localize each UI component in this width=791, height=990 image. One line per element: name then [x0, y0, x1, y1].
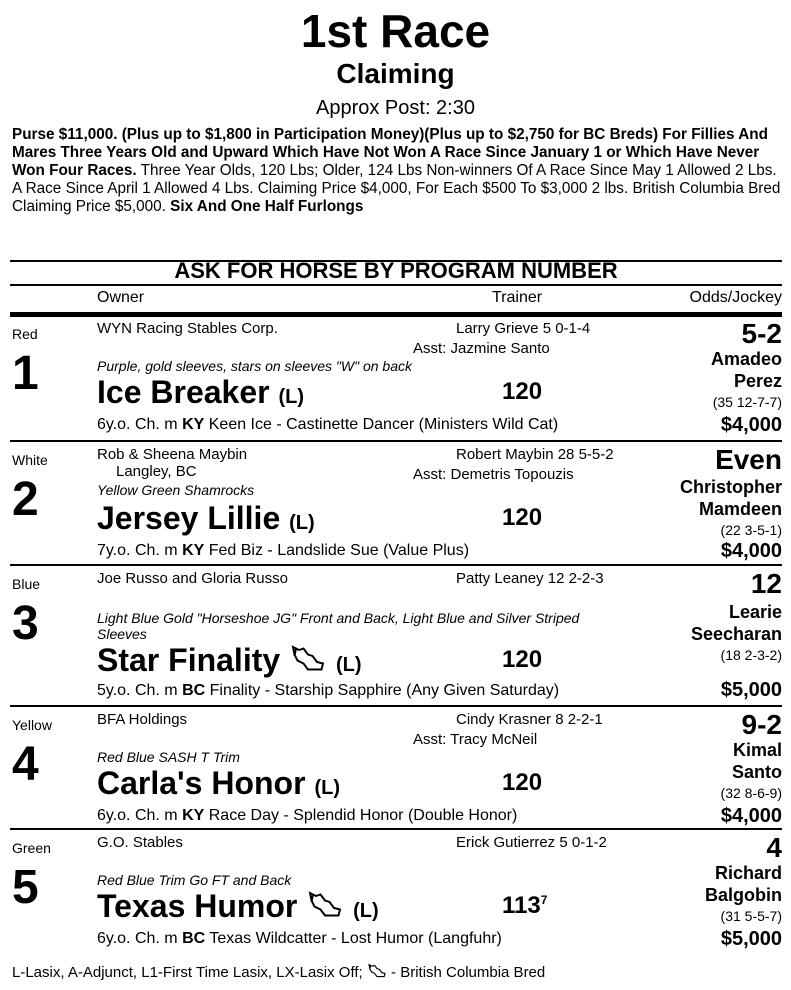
divider: [10, 284, 782, 286]
jockey-record: (18 2-3-2): [720, 647, 782, 663]
post-color: Blue: [12, 576, 41, 592]
owner-name: BFA Holdings: [97, 711, 188, 728]
jockey-record: (35 12-7-7): [712, 394, 782, 410]
horse-name: Jersey Lillie: [97, 500, 281, 536]
breeding-line: [97, 930, 502, 948]
pedigree: Texas Wildcatter - Lost Humor (Langfuhr): [205, 930, 502, 947]
horse-name: Texas Humor: [97, 888, 298, 924]
jockey-first: Learie: [728, 602, 782, 622]
col-owner-header: Owner: [97, 289, 145, 306]
breeding-line: [97, 682, 559, 700]
jockey-name: [680, 476, 782, 520]
entry-divider: [10, 564, 782, 566]
morning-line-odds: 9-2: [741, 709, 782, 740]
jockey-name: [732, 739, 782, 783]
foaling-state: KY: [182, 542, 205, 559]
pedigree: Fed Biz - Landslide Sue (Value Plus): [204, 542, 470, 559]
jockey-name: [705, 862, 782, 906]
weight-value: 120: [502, 378, 543, 405]
legend-text: L-Lasix, A-Adjunct, L1-First Time Lasix, LX-Lasix Off;: [12, 963, 363, 981]
trainer-name: Erick Gutierrez 5 0-1-2: [456, 834, 607, 851]
program-number: 5: [12, 861, 39, 914]
trainer-name: Robert Maybin 28 5-5-2: [456, 446, 614, 463]
post-color: Yellow: [12, 717, 52, 733]
horse-name-line: [97, 888, 379, 928]
race-type: Claiming: [336, 58, 455, 89]
claiming-price: $4,000: [720, 805, 782, 827]
horse-name-line: [97, 765, 340, 802]
jockey-record: (32 8-6-9): [720, 785, 782, 801]
program-number: 3: [12, 597, 39, 650]
medication: (L): [278, 386, 305, 408]
weight-value: 120: [502, 646, 543, 673]
trainer-name: Larry Grieve 5 0-1-4: [456, 320, 591, 337]
medication: (L): [335, 654, 362, 676]
jockey-first: Christopher: [679, 477, 782, 497]
weight: [502, 504, 542, 532]
jockey-last: Mamdeen: [698, 499, 782, 519]
jockey-first: Kimal: [732, 740, 782, 760]
entry-divider: [10, 440, 782, 442]
weight-value: 120: [502, 504, 543, 531]
medication: (L): [289, 512, 315, 534]
program-number: 2: [12, 473, 39, 526]
owner-name: G.O. Stables: [97, 834, 183, 851]
weight: [502, 646, 542, 674]
breeding-line: [97, 807, 517, 825]
program-number: 1: [12, 347, 39, 400]
jockey-last: Perez: [733, 371, 782, 391]
pedigree: Race Day - Splendid Honor (Double Honor): [204, 807, 518, 824]
weight: [502, 378, 542, 406]
race-conditions: [12, 126, 784, 216]
race-title: 1st Race: [300, 5, 491, 57]
entry-divider: [10, 828, 782, 830]
trainer-name: Cindy Krasner 8 2-2-1: [456, 711, 603, 728]
foaling-state: BC: [182, 930, 206, 947]
foaling-state: KY: [182, 416, 205, 433]
breeding-line: [97, 416, 558, 434]
jockey-name: [711, 348, 782, 392]
pedigree: Finality - Starship Sapphire (Any Given Saturday): [205, 682, 560, 699]
bc-legend-text: - British Columbia Bred: [386, 963, 546, 981]
col-odds-header: Odds/Jockey: [689, 289, 782, 306]
claiming-price: $5,000: [720, 679, 782, 701]
jockey-last: Santo: [731, 762, 782, 782]
jockey-first: Amadeo: [710, 349, 782, 369]
program-number: 4: [12, 738, 39, 791]
conditions-distance: Six And One Half Furlongs: [170, 198, 364, 215]
morning-line-odds: 5-2: [741, 318, 782, 349]
trainer-name: Patty Leaney 12 2-2-3: [456, 570, 604, 587]
weight: [502, 892, 547, 920]
claiming-price: $5,000: [720, 928, 782, 950]
jockey-name: [691, 601, 782, 645]
horse-name: Ice Breaker: [97, 374, 270, 410]
british-columbia-map-icon: [306, 890, 344, 928]
silks-description: Purple, gold sleeves, stars on sleeves "W" on back: [97, 358, 412, 374]
morning-line-odds: Even: [715, 444, 782, 475]
horse-name-line: [97, 642, 361, 682]
british-columbia-map-icon: [289, 644, 327, 682]
post-time: Approx Post: 2:30: [316, 97, 475, 119]
horse-name: Star Finality: [97, 642, 281, 678]
age-sex: 6y.o. Ch. m: [97, 416, 183, 433]
col-trainer-header: Trainer: [492, 289, 543, 306]
weight-value: 113: [502, 892, 541, 919]
jockey-last: Balgobin: [705, 885, 782, 905]
conditions-weights: Three Year Olds, 120 Lbs; Older, 124 Lbs Non-winners Of A Race Since May 1 Allowed 2 Lbs. A Race Since April 1 Allowed 4 Lbs. Claiming Price $4,000, For Each $500 To $3,000 2 lbs. British Columbia Bred Claiming Price $5,000.: [12, 162, 781, 215]
age-sex: 7y.o. Ch. m: [97, 542, 183, 559]
header-rule: [10, 312, 782, 317]
breeding-line: [97, 542, 469, 560]
foaling-state: BC: [182, 682, 206, 699]
medication: (L): [353, 900, 379, 922]
age-sex: 6y.o. Ch. m: [97, 807, 183, 824]
morning-line-odds: 4: [766, 832, 782, 863]
jockey-record: (31 5-5-7): [720, 908, 782, 924]
foaling-state: KY: [182, 807, 205, 824]
apprentice-allowance: 7: [540, 893, 548, 907]
owner-name: WYN Racing Stables Corp.: [97, 320, 278, 337]
pedigree: Keen Ice - Castinette Dancer (Ministers Wild Cat): [204, 416, 559, 433]
assistant-trainer: Asst: Tracy McNeil: [413, 731, 538, 748]
footer-legend: [12, 963, 545, 983]
owner-name: Rob & Sheena Maybin: [97, 446, 248, 463]
horse-name-line: [97, 500, 315, 537]
conditions-purse: Purse $11,000. (Plus up to $1,800 in Participation Money)(Plus up to $2,750 for BC Breds) For Fillies And Mares Three Years Old and Upward Which Have Not Won A Race Since January 1 or Which Have Never Won Four Races.: [12, 126, 768, 179]
post-color: White: [12, 452, 48, 468]
post-color: Red: [12, 326, 38, 342]
morning-line-odds: 12: [750, 568, 782, 599]
assistant-trainer: Asst: Jazmine Santo: [413, 340, 550, 357]
horse-name-line: [97, 374, 304, 411]
weight: [502, 769, 542, 797]
age-sex: 5y.o. Ch. m: [97, 682, 183, 699]
silks-description: Light Blue Gold "Horseshoe JG" Front and Back, Light Blue and Silver Striped Sleeves: [97, 610, 580, 642]
british-columbia-map-icon: [367, 963, 387, 983]
horse-name: Carla's Honor: [97, 765, 306, 801]
owner-location: Langley, BC: [116, 463, 197, 480]
medication: (L): [314, 777, 340, 799]
claiming-price: $4,000: [720, 414, 782, 436]
jockey-first: Richard: [714, 863, 782, 883]
post-color: Green: [12, 840, 51, 856]
claiming-price: $4,000: [720, 540, 782, 562]
weight-value: 120: [502, 769, 543, 796]
silks-description: Red Blue SASH T Trim: [97, 749, 240, 765]
owner-name: Joe Russo and Gloria Russo: [97, 570, 288, 587]
entry-divider: [10, 705, 782, 707]
age-sex: 6y.o. Ch. m: [97, 930, 183, 947]
jockey-record: (22 3-5-1): [720, 522, 782, 538]
silks-description: Yellow Green Shamrocks: [97, 482, 255, 498]
assistant-trainer: Asst: Demetris Topouzis: [413, 466, 574, 483]
silks-description: Red Blue Trim Go FT and Back: [97, 872, 292, 888]
ask-banner: ASK FOR HORSE BY PROGRAM NUMBER: [174, 258, 618, 283]
jockey-last: Seecharan: [690, 624, 782, 644]
